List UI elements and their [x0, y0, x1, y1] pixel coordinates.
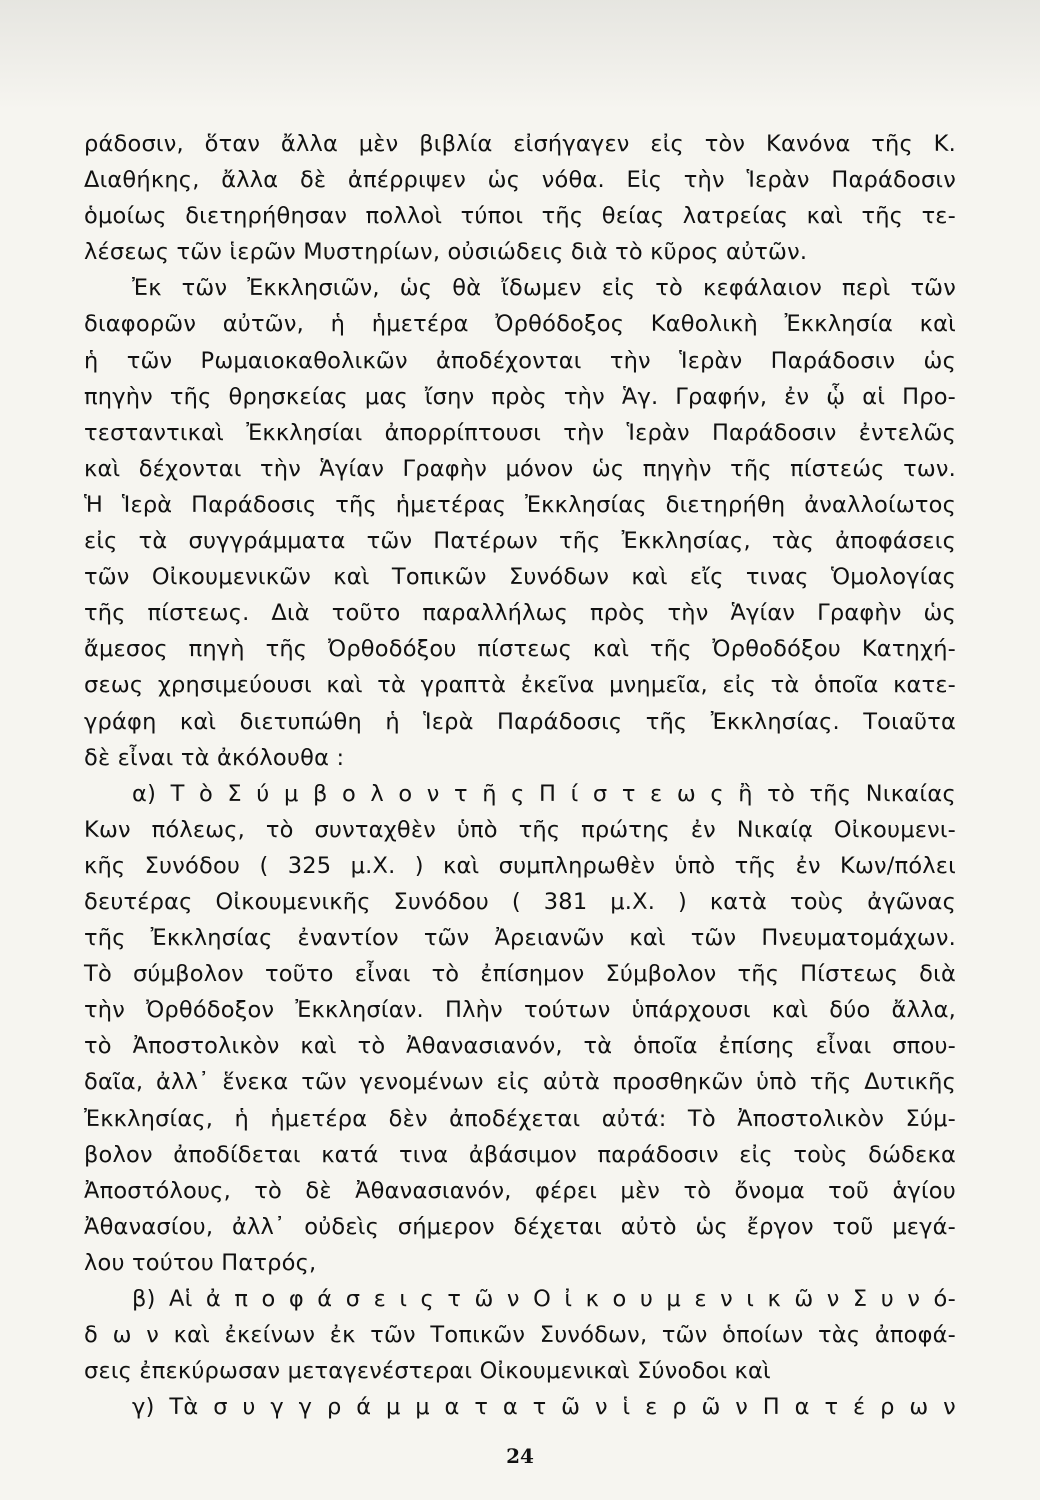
text-line: εἰς τὰ συγγράμματα τῶν Πατέρων τῆς Ἐκκλησίας, τὰς ἀποφάσεις	[84, 528, 956, 555]
text-line: Ἐκκλησίας, ἡ ἡμετέρα δὲν ἀποδέχεται αὐτά: Τὸ Ἀποστολικὸν Σύμ-	[84, 1105, 956, 1132]
text-line: δὲ εἶναι τὰ ἀκόλουθα :	[84, 744, 345, 771]
text-line: καὶ δέχονται τὴν Ἁγίαν Γραφὴν μόνον ὡς πηγὴν τῆς πίστεώς των.	[84, 455, 956, 482]
text-line: ράδοσιν, ὅταν ἄλλα μὲν βιβλία εἰσήγαγεν εἰς τὸν Κανόνα τῆς Κ.	[84, 131, 956, 157]
text-line: Διαθήκης, ἄλλα δὲ ἀπέρριψεν ὡς νόθα. Εἰς τὴν Ἱερὰν Παράδοσιν	[84, 167, 956, 194]
text-line: ἄμεσος πηγὴ τῆς Ὀρθοδόξου πίστεως καὶ τῆς Ὀρθοδόξου Κατηχή-	[84, 636, 956, 663]
text-line: Ἀποστόλους, τὸ δὲ Ἀθανασιανόν, φέρει μὲν τὸ ὄνομα τοῦ ἁγίου	[84, 1177, 956, 1204]
text-line: δαῖα, ἀλλ᾽ ἕνεκα τῶν γενομένων εἰς αὐτὰ προσθηκῶν ὑπὸ τῆς Δυτικῆς	[84, 1069, 956, 1096]
text-line: β) Αἱ ἀ π ο φ ά σ ε ι ς τ ῶ ν Ο ἰ κ ο υ μ ε ν ι κ ῶ ν Σ υ ν ό-	[132, 1286, 956, 1312]
text-line: πηγὴν τῆς θρησκείας μας ἴσην πρὸς τὴν Ἁγ. Γραφήν, ἐν ᾧ αἱ Προ-	[84, 383, 956, 410]
text-line: διαφορῶν αὐτῶν, ἡ ἡμετέρα Ὀρθόδοξος Καθολικὴ Ἐκκλησία καὶ	[84, 311, 956, 338]
text-line: δ ω ν καὶ ἐκείνων ἐκ τῶν Τοπικῶν Συνόδων, τῶν ὁποίων τὰς ἀποφά-	[84, 1322, 956, 1349]
text-line: κῆς Συνόδου ( 325 μ.Χ. ) καὶ συμπληρωθὲν ὑπὸ τῆς ἐν Κων/πόλει	[84, 852, 956, 879]
text-line: Κων πόλεως, τὸ συνταχθὲν ὑπὸ τῆς πρώτης ἐν Νικαίᾳ Οἰκουμενι-	[84, 816, 956, 843]
text-line: λέσεως τῶν ἱερῶν Μυστηρίων, οὐσιώδεις διὰ τὸ κῦρος αὐτῶν.	[84, 239, 808, 266]
text-line: τῆς Ἐκκλησίας ἐναντίον τῶν Ἀρειανῶν καὶ τῶν Πνευματομάχων.	[84, 925, 956, 952]
text-line: σεως χρησιμεύουσι καὶ τὰ γραπτὰ ἐκεῖνα μνημεῖα, εἰς τὰ ὁποῖα κατε-	[84, 672, 956, 699]
text-line: τῆς πίστεως. Διὰ τοῦτο παραλλήλως πρὸς τὴν Ἁγίαν Γραφὴν ὡς	[84, 600, 956, 627]
text-line: τὸ Ἀποστολικὸν καὶ τὸ Ἀθανασιανόν, τὰ ὁποῖα ἐπίσης εἶναι σπου-	[84, 1033, 956, 1060]
text-line: βολον ἀποδίδεται κατά τινα ἀβάσιμον παράδοσιν εἰς τοὺς δώδεκα	[84, 1141, 956, 1168]
body-text	[84, 126, 956, 1425]
text-line: τῶν Οἰκουμενικῶν καὶ Τοπικῶν Συνόδων καὶ εἴς τινας Ὁμολογίας	[84, 564, 956, 591]
text-line: δευτέρας Οἰκουμενικῆς Συνόδου ( 381 μ.Χ. ) κατὰ τοὺς ἀγῶνας	[84, 888, 956, 915]
text-line: ὁμοίως διετηρήθησαν πολλοὶ τύποι τῆς θείας λατρείας καὶ τῆς τε-	[84, 203, 956, 230]
text-line: γράφη καὶ διετυπώθη ἡ Ἱερὰ Παράδοσις τῆς Ἐκκλησίας. Τοιαῦτα	[84, 708, 956, 735]
text-line: τεσταντικαὶ Ἐκκλησίαι ἀπορρίπτουσι τὴν Ἱερὰν Παράδοσιν ἐντελῶς	[84, 419, 956, 446]
text-line: Ἐκ τῶν Ἐκκλησιῶν, ὡς θὰ ἴδωμεν εἰς τὸ κεφάλαιον περὶ τῶν	[132, 275, 956, 302]
page-number: 24	[506, 1444, 534, 1468]
text-line: σεις ἐπεκύρωσαν μεταγενέστεραι Οἰκουμενικαὶ Σύνοδοι καὶ	[84, 1358, 771, 1385]
text-line: γ) Τὰ σ υ γ γ ρ ά μ μ α τ α τ ῶ ν ἱ ε ρ ῶ ν Π α τ έ ρ ω ν	[132, 1394, 956, 1421]
text-line: λου τούτου Πατρός,	[84, 1249, 317, 1276]
text-line: α) Τ ὸ Σ ύ μ β ο λ ο ν τ ῆ ς Π ί σ τ ε ω ς ἢ τὸ τῆς Νικαίας	[132, 780, 956, 807]
scan-shadow	[0, 0, 1040, 110]
text-line: Τὸ σύμβολον τοῦτο εἶναι τὸ ἐπίσημον Σύμβολον τῆς Πίστεως διὰ	[84, 961, 956, 988]
text-line: τὴν Ὀρθόδοξον Ἐκκλησίαν. Πλὴν τούτων ὑπάρχουσι καὶ δύο ἄλλα,	[84, 997, 956, 1024]
text-line: Ἡ Ἱερὰ Παράδοσις τῆς ἡμετέρας Ἐκκλησίας διετηρήθη ἀναλλοίωτος	[84, 491, 956, 518]
text-line: ἡ τῶν Ρωμαιοκαθολικῶν ἀποδέχονται τὴν Ἱερὰν Παράδοσιν ὡς	[84, 347, 956, 374]
text-line: Ἀθανασίου, ἀλλ᾽ οὐδεὶς σήμερον δέχεται αὐτὸ ὡς ἔργον τοῦ μεγά-	[84, 1213, 956, 1240]
